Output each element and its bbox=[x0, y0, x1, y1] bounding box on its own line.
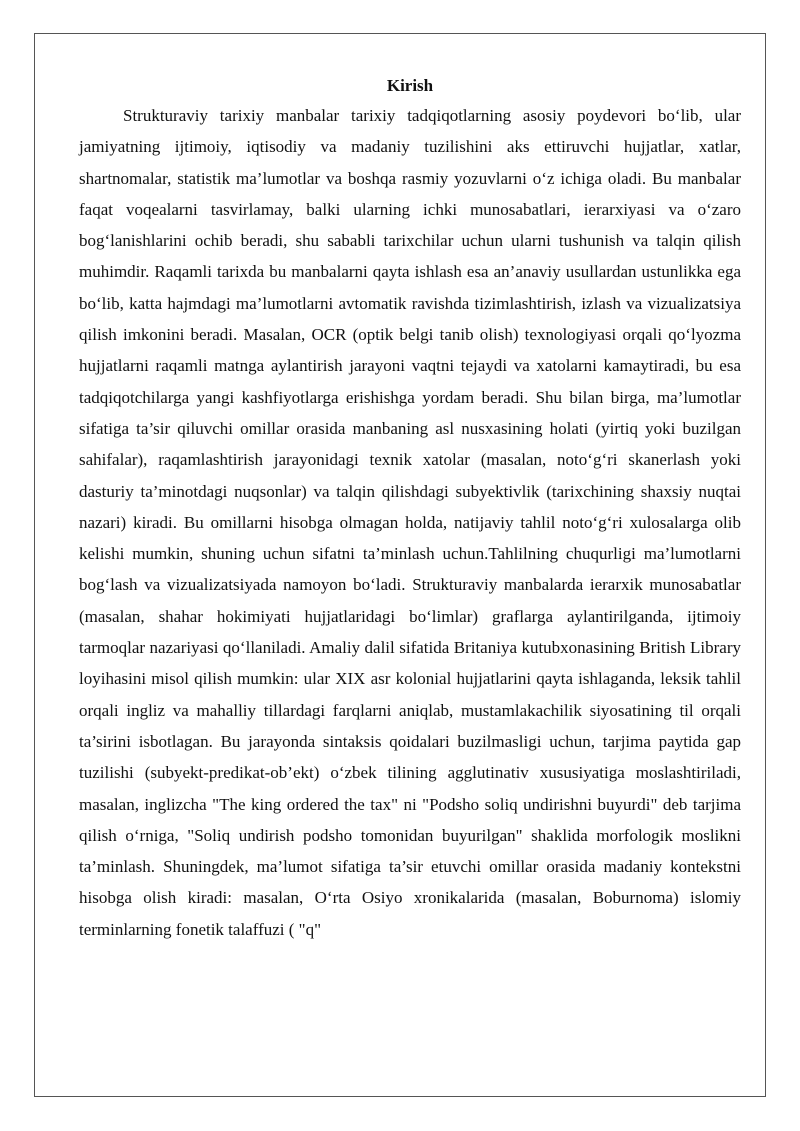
body-paragraph: Strukturaviy tarixiy manbalar tarixiy tadqiqotlarning asosiy poydevori bo‘lib, ular jamiyatning ijtimoiy, iqtisodiy va madaniy tuzilishini aks ettiruvchi hujjatlar, xatlar, shartnomalar, statistik ma’lumotlar va boshqa rasmiy yozuvlarni o‘z ichiga oladi. Bu manbalar faqat voqealarni tasvirlamay, balki ularning ichki munosabatlari, ierarxiyasi va o‘zaro bog‘lanishlarini ochib beradi, shu sababli tarixchilar uchun ularni tushunish va talqin qilish muhimdir. Raqamli tarixda bu manbalarni qayta ishlash esa an’anaviy usullardan ustunlikka ega bo‘lib, katta hajmdagi ma’lumotlarni avtomatik ravishda tizimlashtirish, izlash va vizualizatsiya qilish imkonini beradi. Masalan, OCR (optik belgi tanib olish) texnologiyasi orqali qo‘lyozma hujjatlarni raqamli matnga aylantirish jarayoni vaqtni tejaydi va xatolarni kamaytiradi, bu esa tadqiqotchilarga yangi kashfiyotlarga erishishga yordam beradi. Shu bilan birga, ma’lumotlar sifatiga ta’sir qiluvchi omillar orasida manbaning asl nusxasining holati (yirtiq yoki buzilgan sahifalar), raqamlashtirish jarayonidagi texnik xatolar (masalan, noto‘g‘ri skanerlash yoki dasturiy ta’minotdagi nuqsonlar) va talqin qilishdagi subyektivlik (tarixchining shaxsiy nuqtai nazari) kiradi. Bu omillarni hisobga olmagan holda, natijaviy tahlil noto‘g‘ri xulosalarga olib kelishi mumkin, shuning uchun sifatni ta’minlash uchun.Tahlilning chuqurligi ma’lumotlarni bog‘lash va vizualizatsiyada namoyon bo‘ladi. Strukturaviy manbalarda ierarxik munosabatlar (masalan, shahar hokimiyati hujjatlaridagi bo‘limlar) graflarga aylantirilganda, ijtimoiy tarmoqlar nazariyasi qo‘llaniladi. Amaliy dalil sifatida Britaniya kutubxonasining British Library loyihasini misol qilish mumkin: ular XIX asr kolonial hujjatlarini qayta ishlaganda, leksik tahlil orqali ingliz va mahalliy tillardagi farqlarni aniqlab, mustamlakachilik siyosatining til orqali ta’sirini isbotlagan. Bu jarayonda sintaksis qoidalari buzilmasligi uchun, tarjima paytida gap tuzilishi (subyekt-predikat-ob’ekt) o‘zbek tilining agglutinativ xususiyatiga moslashtiriladi, masalan, inglizcha "The king ordered the tax" ni "Podsho soliq undirishni buyurdi" deb tarjima qilish o‘rniga, "Soliq undirish podsho tomonidan buyurilgan" shaklida morfologik moslikni ta’minlash. Shuningdek, ma’lumot sifatiga ta’sir etuvchi omillar orasida madaniy kontekstni hisobga olish kiradi: masalan, O‘rta Osiyo xronikalarida (masalan, Boburnoma) islomiy terminlarning fonetik talaffuzi ( "q" bbox=[79, 106, 741, 939]
section-title: Kirish bbox=[386, 76, 434, 95]
document-body bbox=[79, 74, 741, 945]
